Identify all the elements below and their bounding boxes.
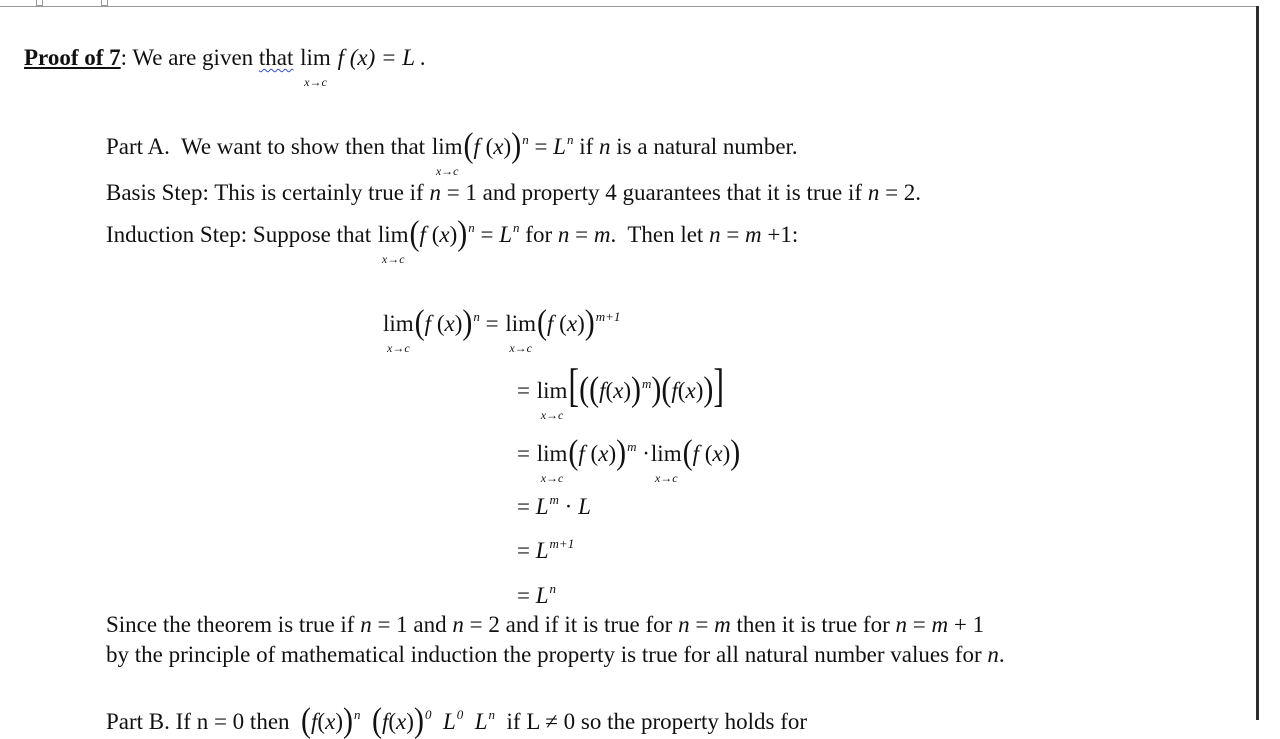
limit-operator: lim x→c [431, 134, 463, 178]
part-b-cut-off: Part B. If n = 0 then $(f(x))^n$ $(f(x))^0$ $L^0$ $L^n$ if L ≠ 0 so the property holds for [106, 701, 808, 739]
limit-operator: lim x→c [383, 311, 414, 355]
proof-title: Proof of 7 [24, 45, 121, 70]
limit-operator: lim x→c [300, 45, 331, 89]
limit-operator: lim x→c [650, 441, 682, 485]
part-a-statement: Part A. We want to show then that lim x→c (f $(x))^n = L^n$ if n is a natural number. [106, 126, 798, 178]
derivation-line-2: = lim x→c $[((f(x))^m)(f(x))]$ [517, 358, 725, 422]
limit-operator: lim x→c [536, 441, 568, 485]
derivation-line-6: = $L^n$ [517, 581, 557, 608]
limit-operator: lim x→c [377, 222, 409, 266]
induction-step: Induction Step: Suppose that lim x→c (f $(x))^n = L^n$ for n = m. Then let n = m +1: [106, 214, 799, 266]
derivation-line-5: = $L^{m+1}$ [517, 536, 575, 563]
conclusion-line-1: Since the theorem is true if n = 1 and n = 2 and if it is true for n = m then it is true for n = m + 1 [106, 612, 985, 637]
page-corner-mark [101, 0, 108, 6]
page-top-border [0, 6, 1256, 7]
conclusion-line-2: by the principle of mathematical induction the property is true for all natural number values for n. [106, 642, 1005, 667]
basis-step: Basis Step: This is certainly true if n = 1 and property 4 guarantees that it is true if n = 2. [106, 180, 922, 205]
derivation-line-4: = $L^m \cdot L$ [517, 492, 591, 519]
limit-operator: lim x→c [536, 378, 568, 422]
page-right-edge [1256, 6, 1259, 720]
derivation-line-3: = lim x→c (f (x))$^m$ ·lim x→c (f (x)) [517, 433, 741, 485]
limit-operator: lim x→c [505, 311, 537, 355]
derivation-line-1: lim x→c (f (x))$^n$ = lim x→c (f (x))$^{m+1}$ [383, 303, 621, 355]
proof-heading: Proof of 7: We are given that lim x→c f (x) = L . [24, 45, 427, 89]
page-corner-mark [36, 0, 43, 6]
